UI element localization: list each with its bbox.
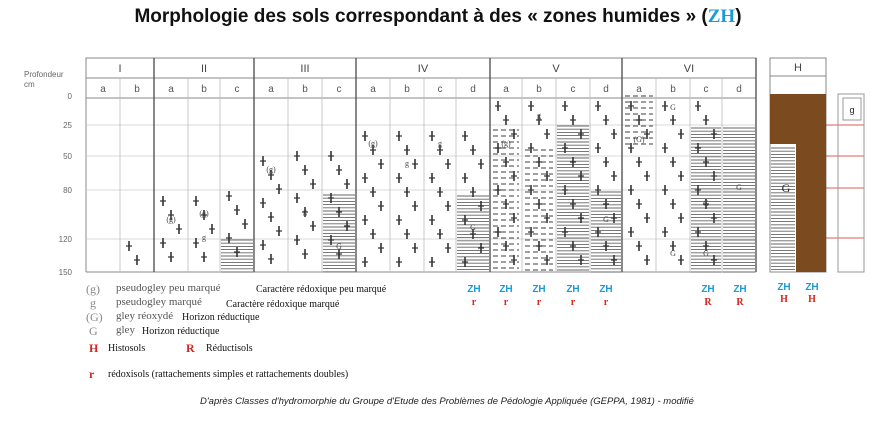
soil-class-marker: r xyxy=(603,297,609,308)
legend-symbol: (G) xyxy=(86,310,103,324)
horizon-label: g xyxy=(438,139,442,148)
side-legend-label: g xyxy=(849,105,855,115)
peat-layer xyxy=(796,94,826,272)
horizon-label: (g) xyxy=(199,209,209,218)
subclass-label: b xyxy=(302,84,308,95)
redoxisol-symbol: r xyxy=(89,367,95,381)
horizon-label: g xyxy=(303,207,307,216)
zh-marker: ZH xyxy=(777,282,791,293)
legend-desc: Horizon réductique xyxy=(182,312,260,323)
legend-symbol: (g) xyxy=(86,282,100,296)
depth-axis-label: Profondeur xyxy=(24,70,64,79)
subclass-label: c xyxy=(703,84,709,95)
class-label: IV xyxy=(417,63,429,75)
legend-desc: Caractère rédoxique peu marqué xyxy=(256,284,387,295)
subclass-label: c xyxy=(437,84,443,95)
horizon-label: G xyxy=(470,223,476,232)
class-label: VI xyxy=(683,63,695,75)
horizon-label: G xyxy=(703,249,709,258)
subclass-label: a xyxy=(503,84,509,95)
subclass-label: c xyxy=(570,84,576,95)
zh-marker: ZH xyxy=(467,284,481,295)
soil-class-marker: H xyxy=(808,294,816,305)
horizon-label: G xyxy=(603,215,609,224)
class-label: H xyxy=(794,62,802,74)
subclass-label: a xyxy=(370,84,376,95)
subclass-label: a xyxy=(100,84,106,95)
horizon-label: (g) xyxy=(266,165,276,174)
subclass-label: d xyxy=(603,84,609,95)
soil-class-marker: r xyxy=(471,297,477,308)
horizon-label: G xyxy=(703,199,709,208)
class-label: V xyxy=(552,63,560,75)
horizon-label: g xyxy=(202,233,206,242)
zh-marker: ZH xyxy=(805,282,819,293)
zh-marker: ZH xyxy=(566,284,580,295)
soil-class-marker: H xyxy=(780,294,788,305)
horizon-label: G xyxy=(736,183,742,192)
horizon-label: (G) xyxy=(633,135,645,144)
zh-marker: ZH xyxy=(499,284,513,295)
legend-name: pseudogley marqué xyxy=(116,296,202,308)
zh-marker: ZH xyxy=(532,284,546,295)
subclass-label: a xyxy=(168,84,174,95)
peat-layer xyxy=(770,94,796,144)
depth-tick-label: 0 xyxy=(67,92,72,101)
horizon-label: g xyxy=(537,111,541,120)
horizon-label: G xyxy=(670,249,676,258)
subclass-label: b xyxy=(536,84,542,95)
legend-name: gley réoxydé xyxy=(116,310,174,322)
zh-marker: ZH xyxy=(599,284,613,295)
legend-symbol: g xyxy=(90,296,96,310)
subclass-label: b xyxy=(670,84,676,95)
histosol-symbol: H xyxy=(89,341,99,355)
horizon-label: (g) xyxy=(368,139,378,148)
depth-axis-unit: cm xyxy=(24,80,35,89)
subclass-label: d xyxy=(736,84,742,95)
soil-type-label: Histosols xyxy=(108,343,146,354)
horizon-label: G xyxy=(781,181,791,195)
horizon-label: g xyxy=(405,159,409,168)
depth-tick-label: 50 xyxy=(63,152,72,161)
depth-tick-label: 80 xyxy=(63,186,72,195)
soil-class-marker: R xyxy=(704,297,712,308)
soil-class-marker: R xyxy=(736,297,744,308)
legend-desc: Caractère rédoxique marqué xyxy=(226,299,340,310)
legend-desc: Horizon réductique xyxy=(142,326,220,337)
depth-tick-label: 25 xyxy=(63,121,72,130)
soil-class-marker: r xyxy=(570,297,576,308)
subclass-label: a xyxy=(268,84,274,95)
horizon-label: G xyxy=(670,103,676,112)
class-label: III xyxy=(300,63,310,75)
legend-symbol: G xyxy=(89,324,98,338)
legend-name: gley xyxy=(116,324,135,336)
subclass-label: b xyxy=(404,84,410,95)
horizon-label: (g) xyxy=(501,139,511,148)
subclass-label: c xyxy=(336,84,342,95)
horizon-label: G xyxy=(336,242,342,251)
legend-name: pseudogley peu marqué xyxy=(116,282,221,294)
side-legend-box xyxy=(838,94,864,272)
page-title: Morphologie des sols correspondant à des « zones humides » (ZH) xyxy=(134,6,742,27)
class-label: I xyxy=(118,63,122,75)
zh-marker: ZH xyxy=(701,284,715,295)
zh-marker: ZH xyxy=(733,284,747,295)
depth-tick-label: 120 xyxy=(58,235,72,244)
depth-tick-label: 150 xyxy=(58,268,72,277)
subclass-label: c xyxy=(234,84,240,95)
horizon-label: (g) xyxy=(166,215,176,224)
reductisol-symbol: R xyxy=(186,341,195,355)
class-label: II xyxy=(200,63,208,75)
soil-type-label: Réductisols xyxy=(206,343,253,354)
subclass-label: d xyxy=(470,84,476,95)
subclass-label: a xyxy=(636,84,642,95)
source-caption: D'après Classes d'hydromorphie du Groupe d'Etude des Problèmes de Pédologie Appliquée (GEPPA, 1981) - modifié xyxy=(200,396,694,407)
soil-class-marker: r xyxy=(536,297,542,308)
soil-class-marker: r xyxy=(503,297,509,308)
subclass-label: b xyxy=(201,84,207,95)
subclass-label: b xyxy=(134,84,140,95)
soil-type-label: rédoxisols (rattachements simples et rattachements doubles) xyxy=(108,369,349,380)
